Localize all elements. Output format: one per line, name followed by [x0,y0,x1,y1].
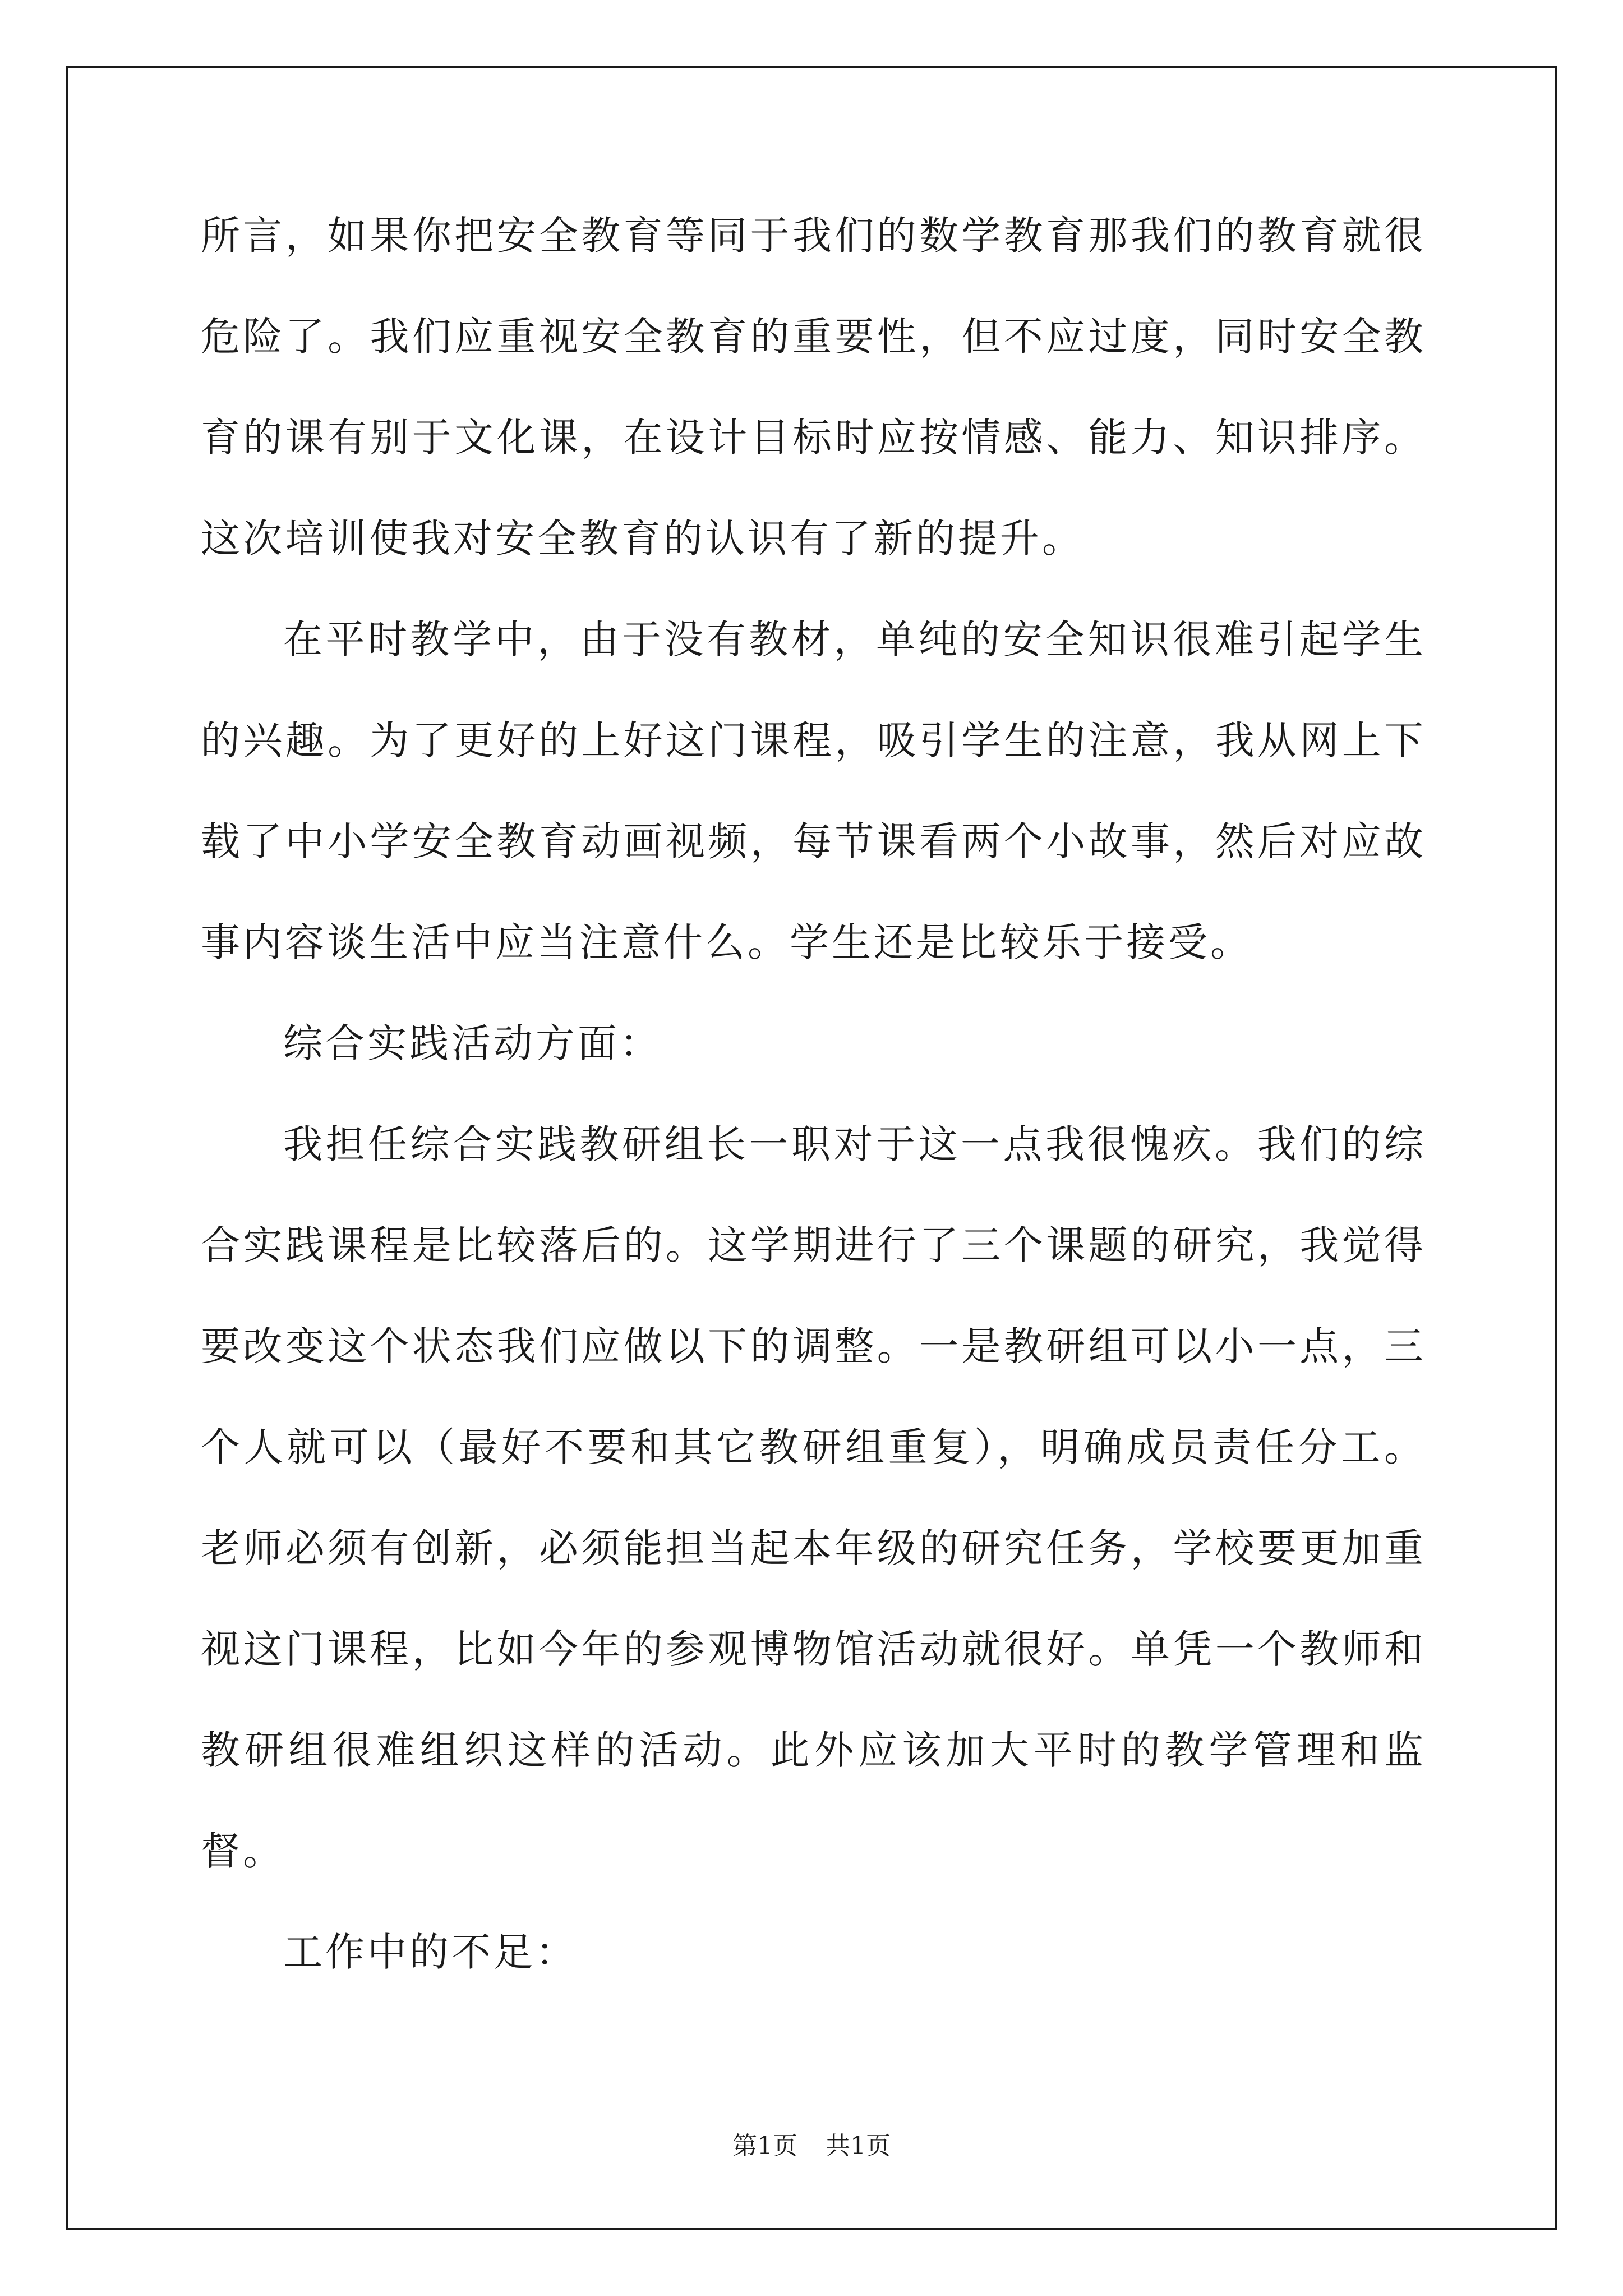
document-body [201,185,1426,2003]
paragraph-4: 我担任综合实践教研组长一职对于这一点我很愧疚。我们的综合实践课程是比较落后的。这学期进行了三个课题的研究，我觉得要改变这个状态我们应做以下的调整。一是教研组可以小一点，三个人就可以（最好不要和其它教研组重复），明确成员责任分工。老师必须有创新，必须能担当起本年级的研究任务，学校要更加重视这门课程，比如今年的参观博物馆活动就很好。单凭一个教师和教研组很难组织这样的活动。此外应该加大平时的教学管理和监督。 [201,1121,1426,1874]
page-total: 共1页 [826,2132,891,2160]
page-number: 第1页 [732,2132,797,2160]
paragraph-3-heading: 综合实践活动方面： [283,1020,662,1066]
paragraph-5-heading: 工作中的不足： [283,1929,578,1975]
paragraph-1: 所言，如果你把安全教育等同于我们的数学教育那我们的教育就很危险了。我们应重视安全教育的重要性，但不应过度，同时安全教育的课有别于文化课，在设计目标时应按情感、能力、知识排序。这次培训使我对安全教育的认识有了新的提升。 [201,213,1426,562]
paragraph-2: 在平时教学中，由于没有教材，单纯的安全知识很难引起学生的兴趣。为了更好的上好这门课程，吸引学生的注意，我从网上下载了中小学安全教育动画视频，每节课看两个小故事，然后对应故事内容谈生活中应当注意什么。学生还是比较乐于接受。 [201,616,1426,965]
page-footer [0,2129,1623,2163]
